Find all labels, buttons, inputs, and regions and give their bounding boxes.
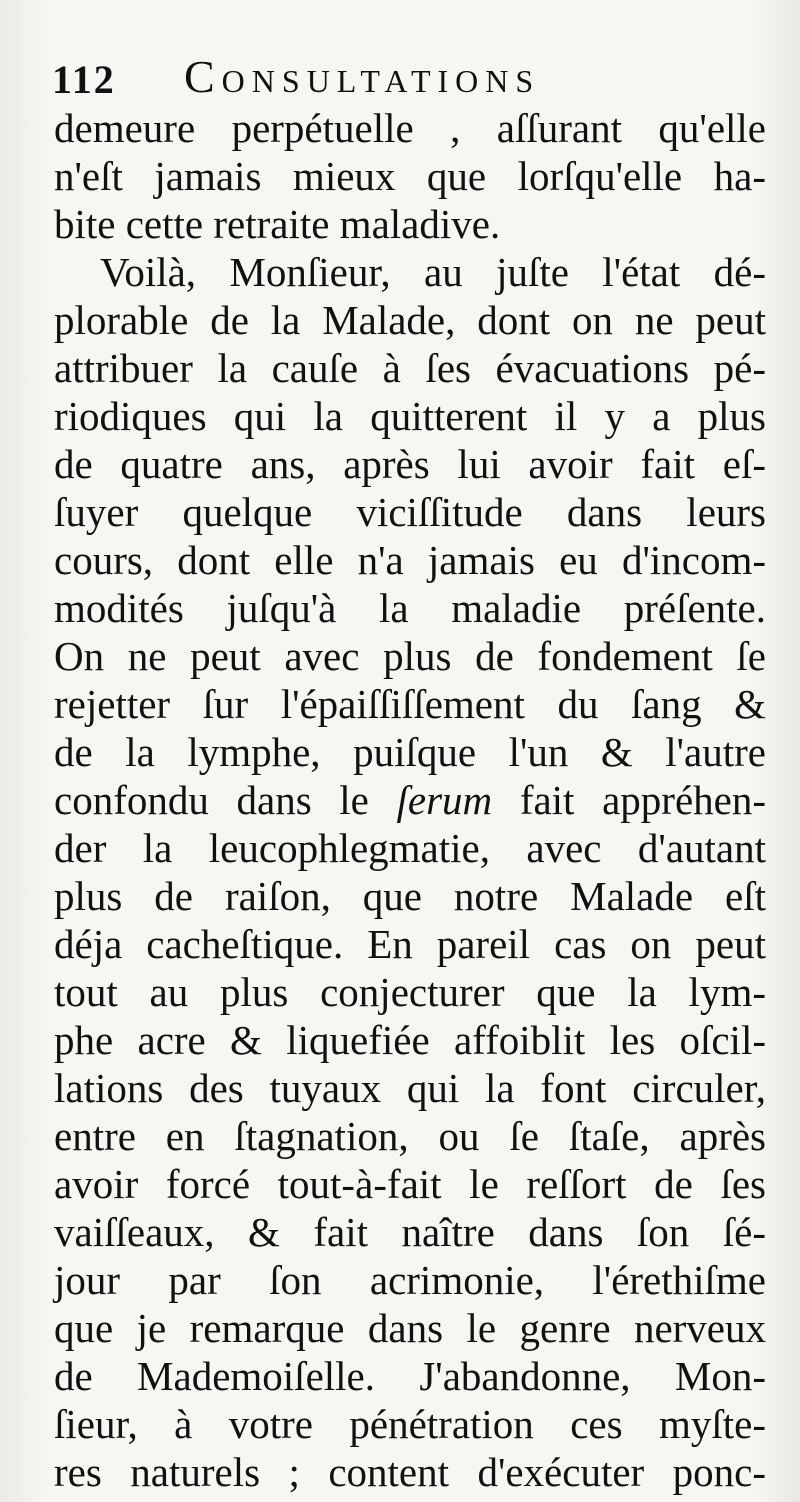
page-header: [52, 50, 752, 102]
text-line: Voilà, Monſieur, au juſte l'état dé-: [100, 249, 766, 295]
text-line: jour par ſon acrimonie, l'érethiſme: [54, 1257, 766, 1303]
text-line: vaiſſeaux, & fait naître dans ſon ſé-: [54, 1209, 766, 1255]
text-line: de quatre ans, après lui avoir fait eſ-: [54, 441, 766, 487]
running-head: Consultations: [184, 51, 541, 102]
text-line: der la leucophlegmatie, avec d'autant: [54, 825, 766, 871]
text-line: On ne peut avec plus de fondement ſe: [54, 633, 766, 679]
text-line: modités juſqu'à la maladie préſente.: [54, 585, 766, 631]
text-line: riodiques qui la quitterent il y a plus: [54, 393, 766, 439]
italic-word: ſerum: [396, 777, 493, 823]
text-line: de Mademoiſelle. J'abandonne, Mon-: [54, 1353, 766, 1399]
text-line: de la lymphe, puiſque l'un & l'autre: [54, 729, 766, 775]
text-line: tout au plus conjecturer que la lym-: [54, 969, 766, 1015]
text-line: plus de raiſon, que notre Malade eſt: [54, 873, 766, 919]
body-text: [54, 104, 766, 1496]
text-line: ſieur, à votre pénétration ces myſte-: [54, 1401, 766, 1447]
page-number: 112: [52, 57, 116, 102]
text-line: attribuer la cauſe à ſes évacuations pé-: [54, 345, 766, 391]
text-line: lations des tuyaux qui la font circuler,: [54, 1065, 766, 1111]
text-line: déja cacheſtique. En pareil cas on peut: [54, 921, 766, 967]
text-line: phe acre & liquefiée affoiblit les oſcil-: [54, 1017, 766, 1063]
text-line: bite cette retraite maladive.: [54, 201, 501, 247]
text-line: rejetter ſur l'épaiſſiſſement du ſang &: [54, 681, 766, 727]
text-line: avoir forcé tout-à-fait le reſſort de ſes: [54, 1161, 766, 1207]
text-line: res naturels ; content d'exécuter ponc-: [54, 1449, 766, 1495]
text-line: demeure perpétuelle , aſſurant qu'elle: [54, 105, 766, 151]
text-line: plorable de la Malade, dont on ne peut: [54, 297, 766, 343]
text-line: n'eſt jamais mieux que lorſqu'elle ha-: [54, 153, 766, 199]
text-line: ſuyer quelque viciſſitude dans leurs: [54, 489, 766, 535]
text-line: cours, dont elle n'a jamais eu d'incom-: [54, 537, 766, 583]
text-line: entre en ſtagnation, ou ſe ſtaſe, après: [54, 1113, 766, 1159]
text-line: que je remarque dans le genre nerveux: [54, 1305, 766, 1351]
text-line: confondu dans le ſerum fait appréhen-: [54, 777, 766, 823]
